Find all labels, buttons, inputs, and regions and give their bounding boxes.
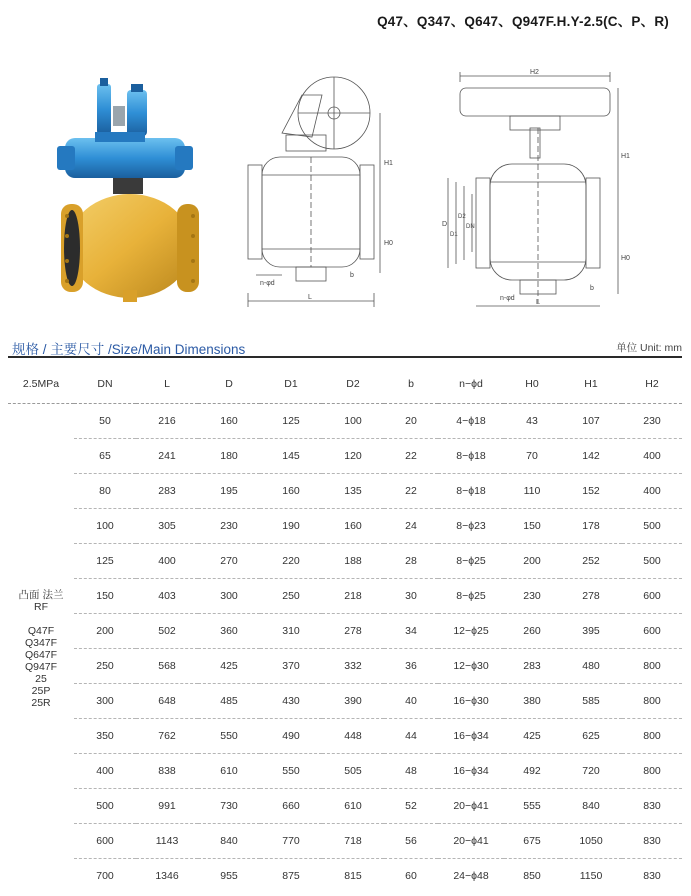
table-cell: 490	[260, 719, 322, 754]
front-nphid-label: n-φd	[260, 280, 275, 287]
column-header: L	[136, 365, 198, 404]
table-cell: 485	[198, 684, 260, 719]
table-cell: 230	[622, 404, 682, 439]
table-cell: 400	[136, 544, 198, 579]
table-cell: 20	[384, 404, 438, 439]
table-cell: 188	[322, 544, 384, 579]
table-cell: 70	[504, 439, 560, 474]
model-group-line	[9, 613, 73, 625]
table-row	[8, 439, 682, 474]
table-cell: 8−ϕ23	[438, 509, 504, 544]
table-cell: 160	[260, 474, 322, 509]
table-cell: 850	[523, 870, 541, 882]
table-cell: 600	[622, 614, 682, 649]
table-cell: 400	[622, 474, 682, 509]
table-cell: 36	[384, 649, 438, 684]
table-cell: 585	[560, 684, 622, 719]
table-cell: 4−ϕ18	[438, 404, 504, 439]
table-cell: 250	[74, 649, 136, 684]
model-group-line: Q947F	[24, 660, 58, 673]
side-nphid-label: n-φd	[500, 295, 515, 302]
table-cell: 425	[198, 649, 260, 684]
table-cell: 660	[260, 789, 322, 824]
model-group-line: Q47F	[27, 624, 55, 637]
table-cell: 34	[384, 614, 438, 649]
section-title: 规格 / 主要尺寸 /Size/Main Dimensions	[12, 342, 246, 357]
table-cell: 400	[622, 439, 682, 474]
table-cell: 22	[384, 474, 438, 509]
table-cell: 840	[560, 789, 622, 824]
table-cell: 648	[136, 684, 198, 719]
model-group-line: 凸面 法兰	[18, 588, 64, 601]
section-header	[8, 330, 682, 358]
table-cell: 28	[384, 544, 438, 579]
model-group-line: 25R	[31, 696, 51, 709]
table-cell: 200	[504, 544, 560, 579]
table-cell: 830	[622, 824, 682, 859]
table-cell: 125	[74, 544, 136, 579]
table-cell: 12−ϕ25	[438, 614, 504, 649]
table-cell: 110	[504, 474, 560, 509]
column-header: D	[198, 365, 260, 404]
table-cell: 216	[136, 404, 198, 439]
table-cell: 310	[260, 614, 322, 649]
table-cell: 50	[74, 404, 136, 439]
table-cell: 218	[322, 579, 384, 614]
table-cell: 505	[322, 754, 384, 789]
table-cell: 100	[322, 404, 384, 439]
table-cell: 200	[74, 614, 136, 649]
side-b-label: b	[590, 285, 594, 292]
table-cell: 762	[136, 719, 198, 754]
column-header: H2	[622, 365, 682, 404]
table-cell: 252	[560, 544, 622, 579]
table-cell: 24	[384, 509, 438, 544]
table-row	[8, 614, 682, 649]
side-h0-label: H0	[621, 255, 630, 262]
table-cell: 380	[504, 684, 560, 719]
table-cell: 400	[74, 754, 136, 789]
table-cell: 22	[384, 439, 438, 474]
table-cell: 830	[622, 789, 682, 824]
page-title: Q47、Q347、Q647、Q947F.H.Y-2.5(C、P、R)	[377, 14, 669, 29]
table-cell: 241	[136, 439, 198, 474]
table-cell: 815	[344, 870, 362, 882]
table-cell: 230	[198, 509, 260, 544]
table-cell: 107	[560, 404, 622, 439]
model-group-line: 25P	[31, 684, 51, 697]
table-cell: 178	[560, 509, 622, 544]
table-cell: 390	[322, 684, 384, 719]
table-cell: 43	[504, 404, 560, 439]
front-l-label: L	[308, 294, 312, 301]
table-cell: 718	[322, 824, 384, 859]
table-cell: 610	[322, 789, 384, 824]
table-cell: 278	[560, 579, 622, 614]
table-cell: 48	[384, 754, 438, 789]
table-cell: 700	[96, 870, 114, 882]
table-cell: 20−ϕ41	[438, 789, 504, 824]
column-header: DN	[74, 365, 136, 404]
table-row	[8, 754, 682, 789]
front-b-label: b	[350, 272, 354, 279]
table-cell: 770	[260, 824, 322, 859]
model-group-line: 25	[35, 672, 47, 685]
column-header: b	[384, 365, 438, 404]
table-cell: 80	[74, 474, 136, 509]
table-cell: 230	[504, 579, 560, 614]
table-row	[8, 824, 682, 859]
column-header: n−ϕd	[438, 365, 504, 404]
side-d2-label: D2	[458, 214, 466, 220]
model-group-line: Q647F	[24, 648, 58, 661]
table-row	[8, 544, 682, 579]
table-row	[8, 719, 682, 754]
table-cell: 403	[136, 579, 198, 614]
table-cell: 195	[198, 474, 260, 509]
table-header-row	[8, 365, 682, 404]
side-d1-label: D1	[450, 232, 458, 238]
table-cell: 20−ϕ41	[438, 824, 504, 859]
table-cell: 56	[384, 824, 438, 859]
table-cell: 300	[74, 684, 136, 719]
table-cell: 720	[560, 754, 622, 789]
table-cell: 800	[622, 754, 682, 789]
main-dimensions-table	[8, 365, 682, 893]
table-cell: 840	[198, 824, 260, 859]
table-cell: 730	[198, 789, 260, 824]
table-cell: 125	[260, 404, 322, 439]
table-cell: 610	[198, 754, 260, 789]
table-cell: 65	[74, 439, 136, 474]
side-dn-label: DN	[466, 224, 475, 230]
table-cell: 180	[198, 439, 260, 474]
table-cell: 60	[405, 870, 417, 882]
column-header: 2.5MPa	[8, 365, 74, 404]
table-cell: 625	[560, 719, 622, 754]
table-body	[8, 404, 682, 894]
table-row	[8, 684, 682, 719]
table-cell: 370	[260, 649, 322, 684]
table-cell: 600	[622, 579, 682, 614]
table-cell: 800	[622, 649, 682, 684]
table-cell: 360	[198, 614, 260, 649]
table-row	[8, 509, 682, 544]
table-cell: 190	[260, 509, 322, 544]
table-row	[8, 859, 682, 894]
table-cell: 300	[198, 579, 260, 614]
table-cell: 160	[322, 509, 384, 544]
table-cell: 30	[384, 579, 438, 614]
table-cell: 152	[560, 474, 622, 509]
table-cell: 12−ϕ30	[438, 649, 504, 684]
column-header: D2	[322, 365, 384, 404]
front-h0-label: H0	[384, 240, 393, 247]
table-cell: 250	[260, 579, 322, 614]
table-cell: 500	[74, 789, 136, 824]
table-cell: 550	[198, 719, 260, 754]
table-cell: 8−ϕ18	[438, 439, 504, 474]
table-cell: 260	[504, 614, 560, 649]
table-row	[8, 579, 682, 614]
table-cell: 395	[560, 614, 622, 649]
pneumatic-ball-valve-photo	[55, 76, 205, 306]
table-cell: 160	[198, 404, 260, 439]
table-cell: 350	[74, 719, 136, 754]
table-cell: 500	[622, 509, 682, 544]
table-cell: 278	[322, 614, 384, 649]
table-cell: 492	[504, 754, 560, 789]
table-cell: 600	[74, 824, 136, 859]
side-l-label: L	[536, 299, 540, 306]
table-row	[8, 649, 682, 684]
model-group-line: Q347F	[24, 636, 58, 649]
table-cell: 8−ϕ18	[438, 474, 504, 509]
table-cell: 283	[504, 649, 560, 684]
side-view-drawing	[440, 68, 635, 313]
table-cell: 270	[198, 544, 260, 579]
product-figures	[0, 58, 691, 308]
table-cell: 142	[560, 439, 622, 474]
table-cell: 16−ϕ30	[438, 684, 504, 719]
side-h1-label: H1	[621, 153, 630, 160]
table-cell: 100	[74, 509, 136, 544]
side-h2-label: H2	[530, 69, 539, 76]
table-cell: 555	[504, 789, 560, 824]
table-cell: 150	[504, 509, 560, 544]
table-cell: 16−ϕ34	[438, 719, 504, 754]
column-header: H1	[560, 365, 622, 404]
front-h1-label: H1	[384, 160, 393, 167]
table-cell: 8−ϕ25	[438, 579, 504, 614]
table-cell: 220	[260, 544, 322, 579]
table-cell: 991	[136, 789, 198, 824]
table-cell: 332	[322, 649, 384, 684]
table-cell: 675	[504, 824, 560, 859]
table-row	[8, 789, 682, 824]
table-cell: 430	[260, 684, 322, 719]
table-cell: 830	[643, 870, 661, 882]
table-cell: 800	[622, 719, 682, 754]
table-cell: 480	[560, 649, 622, 684]
table-cell: 24−ϕ48	[453, 870, 489, 882]
table-cell: 120	[322, 439, 384, 474]
table-cell: 1050	[560, 824, 622, 859]
table-cell: 8−ϕ25	[438, 544, 504, 579]
model-group-cell	[8, 404, 74, 894]
table-cell: 875	[282, 870, 300, 882]
table-cell: 448	[322, 719, 384, 754]
table-cell: 838	[136, 754, 198, 789]
table-cell: 800	[622, 684, 682, 719]
table-cell: 1150	[579, 870, 603, 882]
table-cell: 135	[322, 474, 384, 509]
table-cell: 283	[136, 474, 198, 509]
table-cell: 1346	[155, 870, 179, 882]
table-cell: 425	[504, 719, 560, 754]
table-row	[8, 404, 682, 439]
table-cell: 500	[622, 544, 682, 579]
table-cell: 40	[384, 684, 438, 719]
table-row	[8, 474, 682, 509]
table-cell: 52	[384, 789, 438, 824]
table-cell: 550	[260, 754, 322, 789]
table-cell: 568	[136, 649, 198, 684]
unit-label: 单位 Unit: mm	[616, 342, 682, 354]
table-cell: 955	[220, 870, 238, 882]
table-cell: 44	[384, 719, 438, 754]
column-header: D1	[260, 365, 322, 404]
table-cell: 502	[136, 614, 198, 649]
table-cell: 150	[74, 579, 136, 614]
side-d-label: D	[442, 221, 448, 228]
table-cell: 305	[136, 509, 198, 544]
table-cell: 16−ϕ34	[438, 754, 504, 789]
front-view-drawing	[242, 73, 402, 318]
table-cell: 145	[260, 439, 322, 474]
table-cell: 1143	[136, 824, 198, 859]
model-group-line: RF	[34, 600, 48, 613]
column-header: H0	[504, 365, 560, 404]
